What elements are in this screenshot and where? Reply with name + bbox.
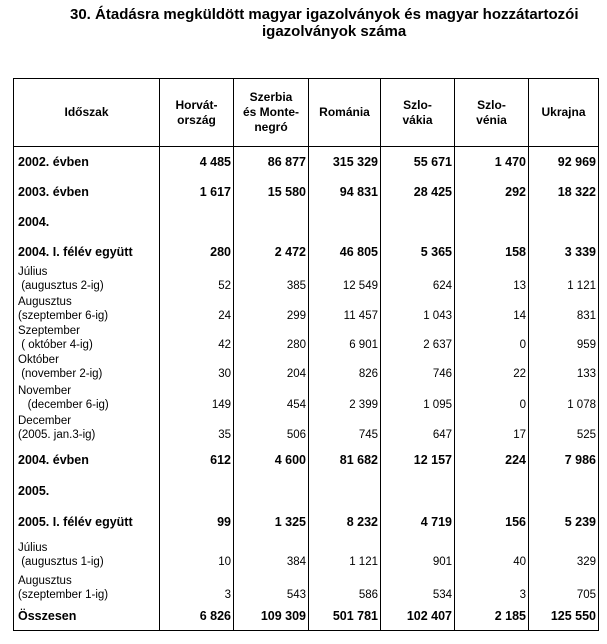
table-cell: 13 (455, 265, 529, 293)
table-cell: 40 (455, 540, 529, 569)
table-cell: 0 (455, 381, 529, 412)
table-cell: 6 826 (160, 602, 234, 631)
table-cell: 17 (455, 412, 529, 442)
table-cell: 1 470 (455, 147, 529, 178)
table-cell: 2 472 (234, 239, 309, 265)
table-cell: 6 901 (309, 323, 381, 352)
period-label: 2002. évben (14, 147, 160, 178)
table-cell: 14 (455, 293, 529, 323)
period-label (14, 265, 160, 293)
period-range: (augusztus 1-ig) (18, 555, 104, 568)
table-cell: 746 (381, 352, 455, 381)
table-cell: 624 (381, 265, 455, 293)
table-cell (529, 478, 599, 505)
table-cell: 11 457 (309, 293, 381, 323)
header-row (14, 79, 599, 147)
table-cell: 831 (529, 293, 599, 323)
table-cell: 506 (234, 412, 309, 442)
table-cell: 1 325 (234, 505, 309, 540)
period-label: Összesen (14, 602, 160, 631)
period-month: Július (18, 541, 48, 554)
column-header: Szerbia és Monte- negró (234, 79, 309, 147)
table-cell: 15 580 (234, 178, 309, 206)
table-cell: 385 (234, 265, 309, 293)
table-cell: 2 637 (381, 323, 455, 352)
period-label (14, 352, 160, 381)
table-body (14, 147, 599, 631)
table-cell: 92 969 (529, 147, 599, 178)
table-cell: 156 (455, 505, 529, 540)
table-row (14, 505, 599, 540)
table-cell: 1 095 (381, 381, 455, 412)
table-cell: 2 185 (455, 602, 529, 631)
table-cell: 1 078 (529, 381, 599, 412)
table-cell: 46 805 (309, 239, 381, 265)
table-cell: 3 339 (529, 239, 599, 265)
table-cell: 8 232 (309, 505, 381, 540)
period-label (14, 412, 160, 442)
table-cell: 94 831 (309, 178, 381, 206)
period-range: (augusztus 2-ig) (18, 279, 104, 292)
column-header: Horvát- ország (160, 79, 234, 147)
table-row (14, 352, 599, 381)
table-row (14, 265, 599, 293)
period-range: (december 6-ig) (18, 398, 109, 411)
table-cell: 501 781 (309, 602, 381, 631)
table-cell (309, 478, 381, 505)
table-cell (529, 206, 599, 239)
table-cell: 959 (529, 323, 599, 352)
title-line-1: 30. Átadásra megküldött magyar igazolványok és magyar hozzátartozói (70, 6, 579, 23)
period-month: December (18, 414, 72, 427)
period-month: November (18, 384, 72, 397)
table-cell: 125 550 (529, 602, 599, 631)
table-cell: 1 617 (160, 178, 234, 206)
table-cell: 133 (529, 352, 599, 381)
table-cell: 224 (455, 442, 529, 478)
table-row (14, 442, 599, 478)
period-label: 2004. évben (14, 442, 160, 478)
period-label: 2004. (14, 206, 160, 239)
table-cell: 5 365 (381, 239, 455, 265)
table-cell (160, 478, 234, 505)
table-cell: 24 (160, 293, 234, 323)
table-cell (381, 478, 455, 505)
table-cell: 102 407 (381, 602, 455, 631)
table-cell: 3 (160, 569, 234, 602)
period-label (14, 293, 160, 323)
column-header: Románia (309, 79, 381, 147)
table-cell (309, 206, 381, 239)
period-label (14, 381, 160, 412)
period-month: Augusztus (18, 574, 72, 587)
table-row (14, 147, 599, 178)
table-cell: 7 986 (529, 442, 599, 478)
table-cell: 329 (529, 540, 599, 569)
table-cell: 1 043 (381, 293, 455, 323)
period-label: 2004. I. félév együtt (14, 239, 160, 265)
table-cell: 454 (234, 381, 309, 412)
table-cell: 2 399 (309, 381, 381, 412)
table-cell: 149 (160, 381, 234, 412)
table-cell: 543 (234, 569, 309, 602)
table-cell (455, 478, 529, 505)
table-row (14, 478, 599, 505)
table-row (14, 412, 599, 442)
table-cell: 280 (234, 323, 309, 352)
table-cell: 525 (529, 412, 599, 442)
table-cell: 1 121 (309, 540, 381, 569)
table-cell: 204 (234, 352, 309, 381)
table-cell: 81 682 (309, 442, 381, 478)
column-header: Szlo- vénia (455, 79, 529, 147)
table-row (14, 206, 599, 239)
table-cell (234, 206, 309, 239)
table-cell: 22 (455, 352, 529, 381)
table-cell: 4 485 (160, 147, 234, 178)
table-cell: 647 (381, 412, 455, 442)
table-cell: 292 (455, 178, 529, 206)
period-label (14, 569, 160, 602)
table-row (14, 540, 599, 569)
table-cell: 3 (455, 569, 529, 602)
period-label: 2003. évben (14, 178, 160, 206)
table-cell: 158 (455, 239, 529, 265)
table-cell: 109 309 (234, 602, 309, 631)
table-cell (455, 206, 529, 239)
table-cell: 534 (381, 569, 455, 602)
table-cell: 315 329 (309, 147, 381, 178)
table-cell: 4 600 (234, 442, 309, 478)
table-cell: 86 877 (234, 147, 309, 178)
table-row (14, 178, 599, 206)
table-row (14, 293, 599, 323)
table-cell: 901 (381, 540, 455, 569)
table-cell: 280 (160, 239, 234, 265)
table-row (14, 602, 599, 631)
data-table (13, 78, 599, 631)
period-label: 2005. (14, 478, 160, 505)
period-month: Augusztus (18, 295, 72, 308)
table-row (14, 569, 599, 602)
period-range: (szeptember 1-ig) (18, 588, 109, 601)
table-cell: 12 157 (381, 442, 455, 478)
column-header: Időszak (14, 79, 160, 147)
period-label (14, 323, 160, 352)
table-cell: 42 (160, 323, 234, 352)
table-cell: 35 (160, 412, 234, 442)
table-row (14, 381, 599, 412)
table-cell (381, 206, 455, 239)
table-row (14, 323, 599, 352)
period-month: Október (18, 353, 59, 366)
table-cell: 18 322 (529, 178, 599, 206)
table-row (14, 239, 599, 265)
period-range: ( október 4-ig) (18, 338, 93, 351)
table-cell: 12 549 (309, 265, 381, 293)
table-cell: 745 (309, 412, 381, 442)
table-cell: 4 719 (381, 505, 455, 540)
table-cell: 55 671 (381, 147, 455, 178)
period-label: 2005. I. félév együtt (14, 505, 160, 540)
table-cell (160, 206, 234, 239)
period-range: (november 2-ig) (18, 367, 103, 380)
table-cell: 99 (160, 505, 234, 540)
period-range: (szeptember 6-ig) (18, 309, 109, 322)
table-cell: 586 (309, 569, 381, 602)
table-cell: 10 (160, 540, 234, 569)
period-range: (2005. jan.3-ig) (18, 428, 96, 441)
table-cell: 299 (234, 293, 309, 323)
table-cell: 384 (234, 540, 309, 569)
table-cell: 705 (529, 569, 599, 602)
table-cell: 52 (160, 265, 234, 293)
table-cell: 0 (455, 323, 529, 352)
table-cell: 30 (160, 352, 234, 381)
period-month: Július (18, 265, 48, 278)
table-cell: 826 (309, 352, 381, 381)
column-header: Ukrajna (529, 79, 599, 147)
table-cell: 612 (160, 442, 234, 478)
table-cell: 5 239 (529, 505, 599, 540)
table-cell (234, 478, 309, 505)
period-month: Szeptember (18, 324, 81, 337)
title-line-2: igazolványok száma (262, 23, 407, 40)
column-header: Szlo- vákia (381, 79, 455, 147)
table-cell: 1 121 (529, 265, 599, 293)
period-label (14, 540, 160, 569)
table-cell: 28 425 (381, 178, 455, 206)
